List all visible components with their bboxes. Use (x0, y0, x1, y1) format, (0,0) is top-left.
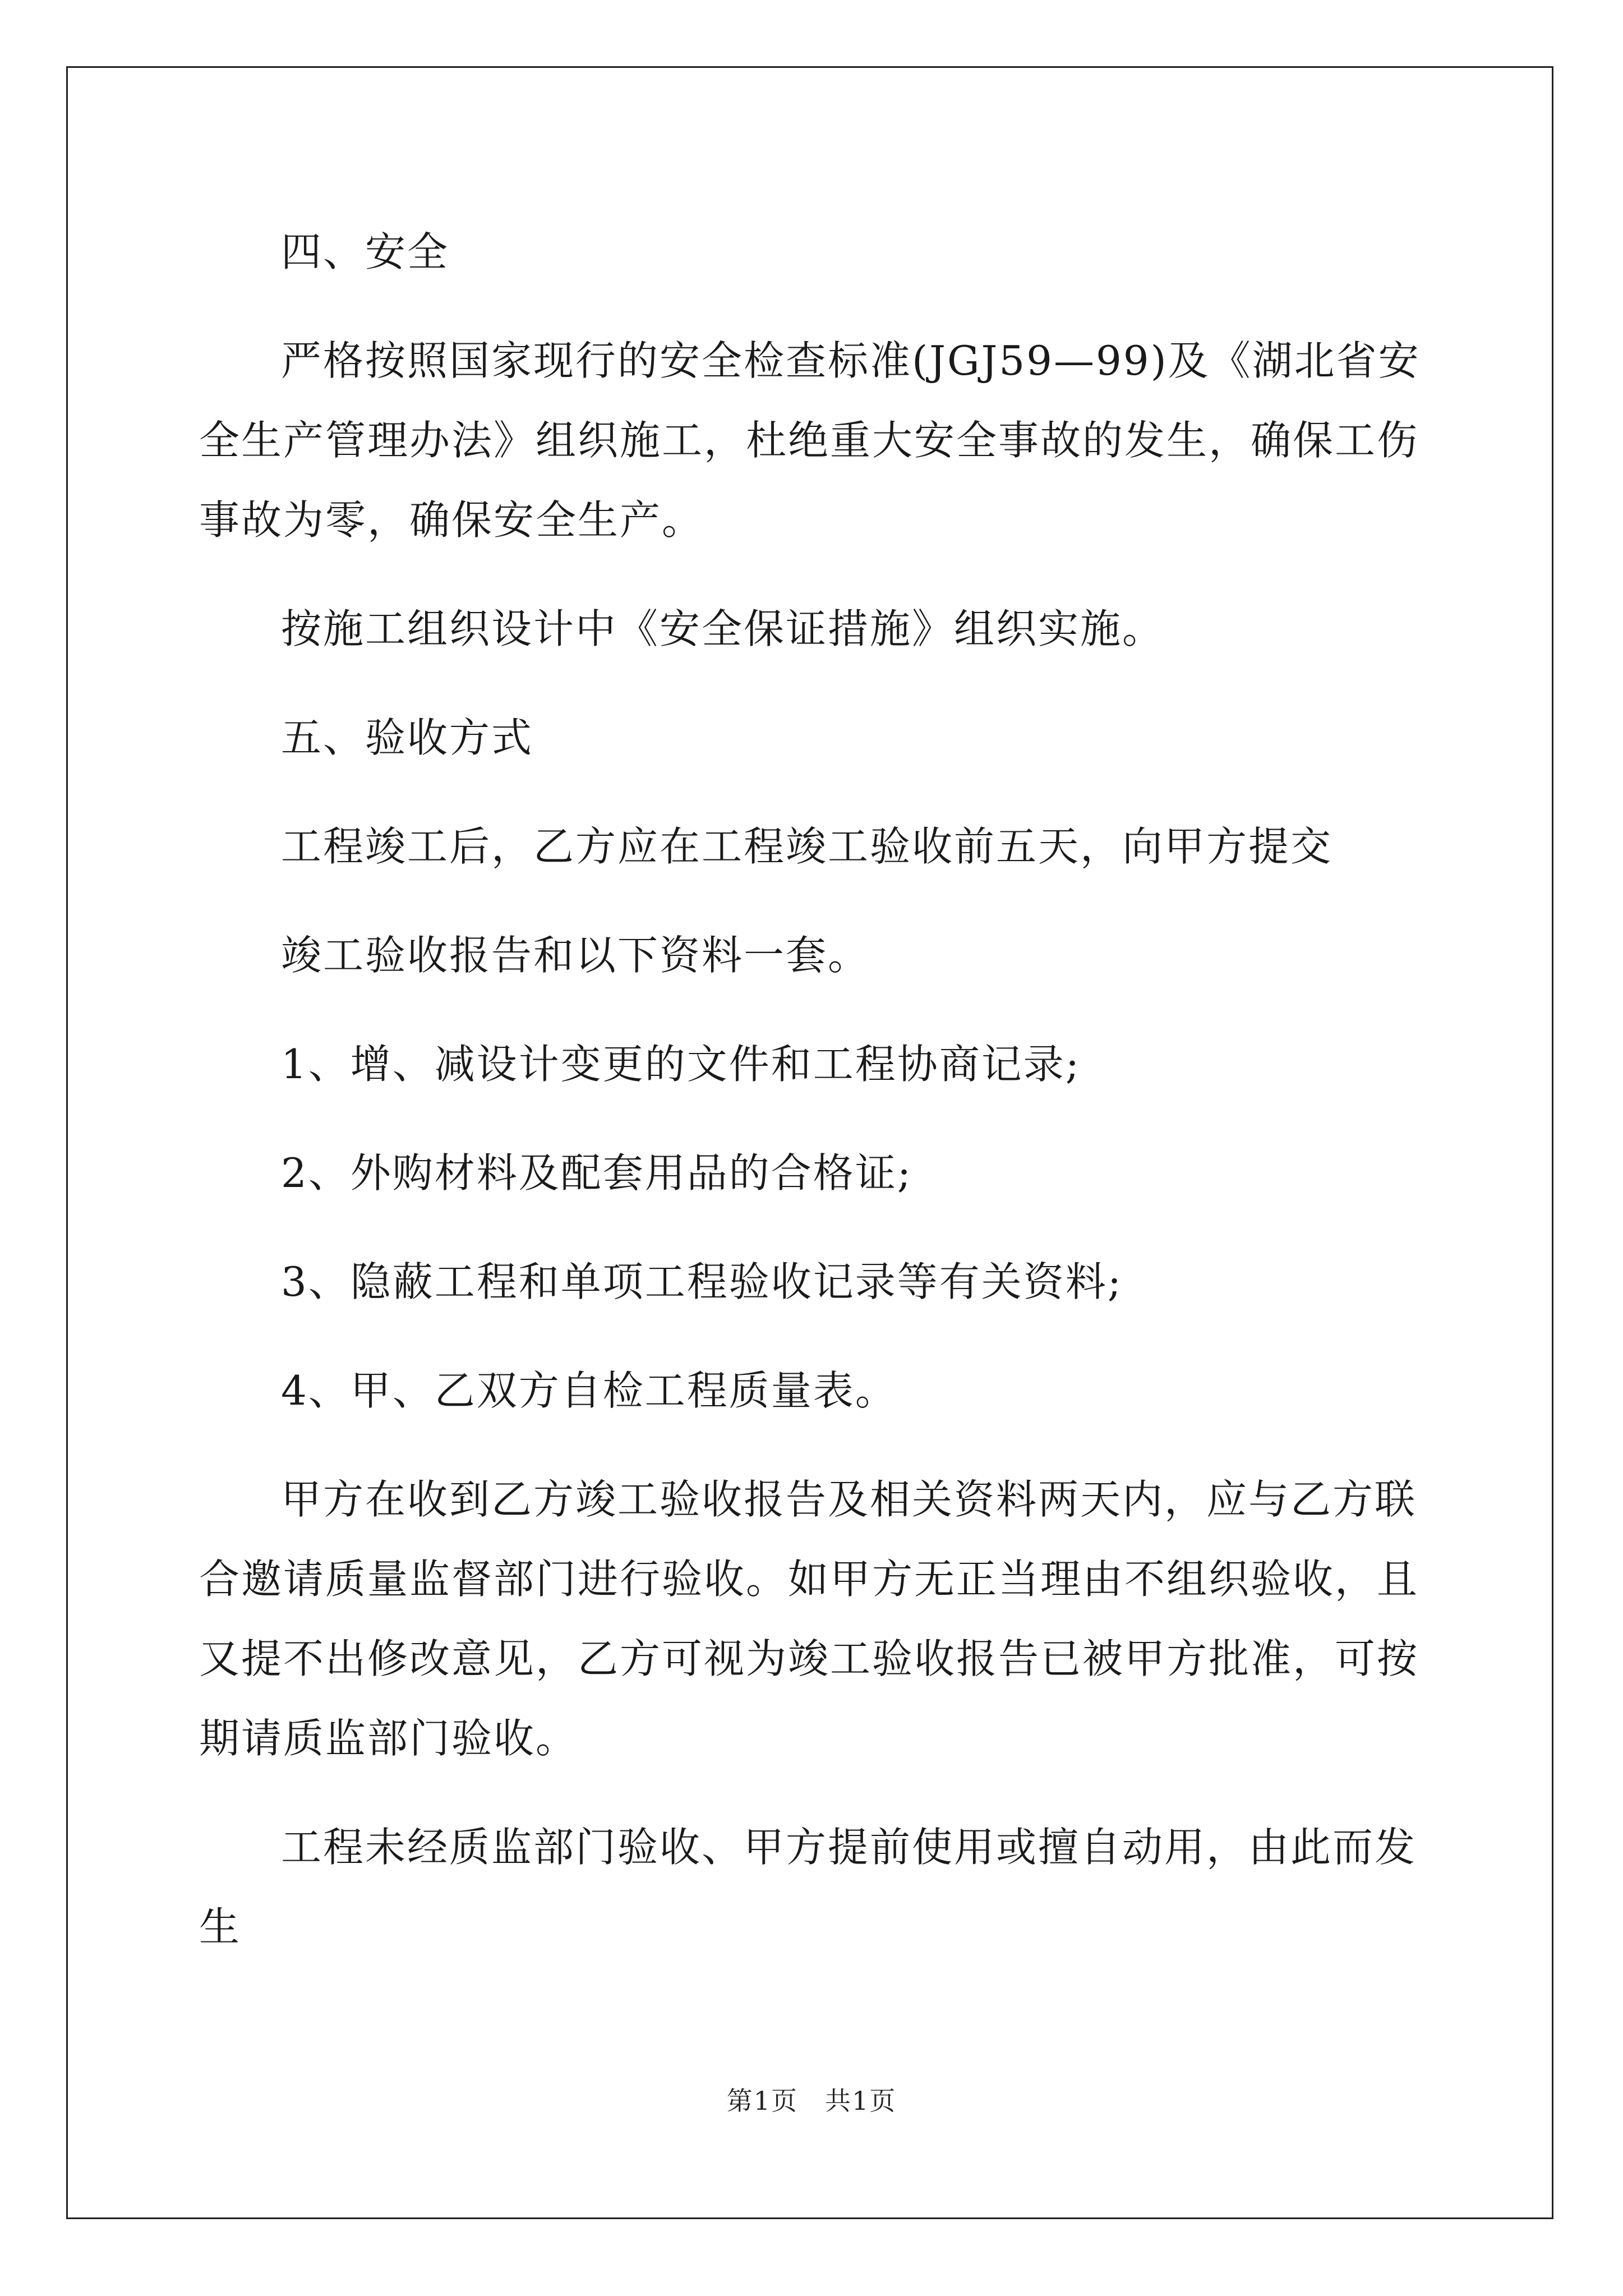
paragraph-acceptance-report: 竣工验收报告和以下资料一套。 (281, 932, 870, 979)
paragraph-acceptance-procedure: 甲方在收到乙方竣工验收报告及相关资料两天内，应与乙方联合邀请质量监督部门进行验收。如甲方无正当理由不组织验收，且又提不出修改意见，乙方可视为竣工验收报告已被甲方批准，可按期请质监部门验收。 (199, 1476, 1419, 1762)
paragraph-early-use: 工程未经质监部门验收、甲方提前使用或擅自动用，由此而发生 (199, 1824, 1417, 1950)
paragraph-acceptance-intro: 工程竣工后，乙方应在工程竣工验收前五天，向甲方提交 (281, 823, 1333, 870)
paragraph-safety-standard: 严格按照国家现行的安全检查标准(JGJ59—99)及《湖北省安全生产管理办法》组织施工，杜绝重大安全事故的发生，确保工伤事故为零，确保安全生产。 (199, 337, 1421, 544)
list-item-3: 3、隐蔽工程和单项工程验收记录等有关资料; (281, 1258, 1123, 1305)
section-heading-acceptance: 五、验收方式 (281, 714, 534, 761)
list-item-4: 4、甲、乙双方自检工程质量表。 (281, 1367, 897, 1414)
section-heading-safety: 四、安全 (281, 228, 450, 275)
list-item-1: 1、增、减设计变更的文件和工程协商记录; (281, 1041, 1081, 1088)
paragraph-safety-measures: 按施工组织设计中《安全保证措施》组织实施。 (281, 605, 1165, 652)
list-item-2: 2、外购材料及配套用品的合格证; (281, 1149, 913, 1197)
document-body (199, 212, 1427, 1967)
page-footer: 第1页 共1页 (726, 2086, 897, 2116)
